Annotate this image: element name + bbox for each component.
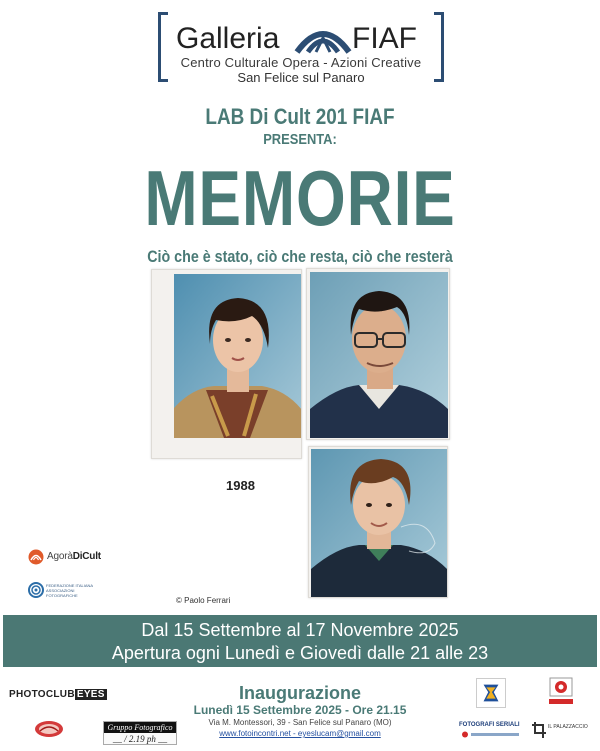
inauguration-date: Lunedì 15 Settembre 2025 - Ore 21.15	[193, 703, 407, 717]
logo-subtitle: Centro Culturale Opera - Azioni Creative	[180, 55, 422, 70]
agora-wordmark	[47, 551, 101, 562]
photo-credit: © Paolo Ferrari	[176, 596, 231, 605]
celiesi-logo	[476, 678, 506, 708]
portrait-man-image	[307, 269, 450, 440]
inauguration-title: Inaugurazione	[238, 683, 361, 703]
photoclub-word: PHOTOCLUB	[9, 689, 75, 700]
fotografi-seriali-logo	[459, 722, 523, 740]
tagline: Ciò che è stato, ciò che resta, ciò che resterà	[147, 247, 453, 266]
agora-dicult-logo	[28, 548, 118, 568]
dicult-word: DiCult	[72, 551, 101, 562]
gruppo-subtitle: __ / 2.19 ph __	[112, 734, 168, 744]
pixel-reggiolo-logo	[546, 676, 576, 708]
fiaf-small-logo	[28, 582, 98, 602]
portrait-photo-boy	[308, 446, 448, 598]
fotografi-stripe-icon	[461, 731, 521, 738]
logo-location: San Felice sul Panaro	[237, 70, 365, 85]
palazzaccio-text: IL PALAZZACCIO	[548, 724, 588, 730]
logo-word-fiaf: FIAF	[352, 22, 417, 55]
opening-hours: Apertura ogni Lunedì e Giovedì dalle 21 alle 23	[111, 643, 489, 663]
presenta-label: PRESENTA:	[263, 131, 337, 148]
palazzaccio-crop-icon	[532, 722, 546, 738]
fiaf-small-text: FEDERAZIONE ITALIANA ASSOCIAZIONI FOTOGRAFICHE	[46, 583, 93, 598]
exhibition-dates: Dal 15 Settembre al 17 Novembre 2025	[141, 620, 459, 640]
main-title: MEMORIE	[144, 154, 456, 242]
lab-line: LAB Di Cult 201 FIAF	[205, 104, 395, 129]
contact-links[interactable]: www.fotoincontri.net - eyeslucam@gmail.com	[219, 729, 381, 738]
agora-word: Agorà	[47, 551, 73, 562]
gruppo-title: Gruppo Fotografico	[104, 722, 176, 733]
portrait-woman-image	[152, 270, 302, 459]
portrait-boy-image	[309, 447, 448, 598]
inauguration-address: Via M. Montessori, 39 - San Felice sul Panaro (MO)	[208, 718, 392, 727]
fiaf-spiral-icon	[28, 582, 44, 598]
il-palazzaccio-logo	[532, 722, 594, 740]
fiaf-arch-icon	[294, 22, 352, 56]
eyes-word: EYES	[76, 689, 105, 700]
date-band	[3, 615, 597, 667]
agora-circle-icon	[28, 549, 44, 565]
portrait-photo-man	[306, 268, 450, 440]
photo-year: 1988	[226, 478, 255, 493]
portrait-photo-woman	[151, 269, 302, 459]
galleria-fiaf-logo	[158, 10, 444, 84]
logo-word-galleria: Galleria	[176, 22, 280, 55]
fotografi-seriali-text: FOTOGRAFI SERIALI	[459, 722, 520, 728]
